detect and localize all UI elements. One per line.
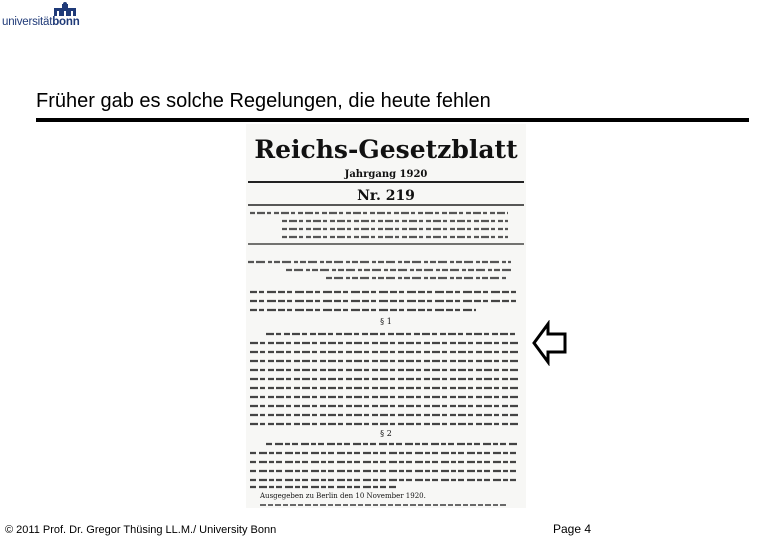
section-1-heading: § 1: [380, 317, 392, 326]
decree-heading-text: [248, 262, 511, 278]
issue-date-line: Ausgegeben zu Berlin den 10 November 1920.: [260, 492, 426, 500]
section-2-text: [250, 444, 518, 487]
scanned-document: [246, 124, 526, 508]
issue-number: Nr. 219: [357, 188, 415, 204]
university-logo: [2, 2, 80, 32]
left-arrow-icon: [532, 320, 568, 366]
slide-title: Früher gab es solche Regelungen, die heute fehlen: [36, 90, 491, 112]
preamble-text: [250, 292, 518, 310]
page-number: Page 4: [553, 522, 592, 536]
year-line: Jahrgang 1920: [344, 169, 428, 180]
section-2-heading: § 2: [380, 429, 392, 438]
logo-wordmark: universitätbonn: [2, 16, 80, 28]
masthead: Reichs-Gesetzblatt: [254, 135, 518, 164]
contents-text: [250, 213, 508, 237]
section-1-text: [250, 334, 518, 424]
title-divider: [36, 118, 749, 122]
footer-copyright: © 2011 Prof. Dr. Gregor Thüsing LL.M./ University Bonn: [5, 524, 277, 536]
